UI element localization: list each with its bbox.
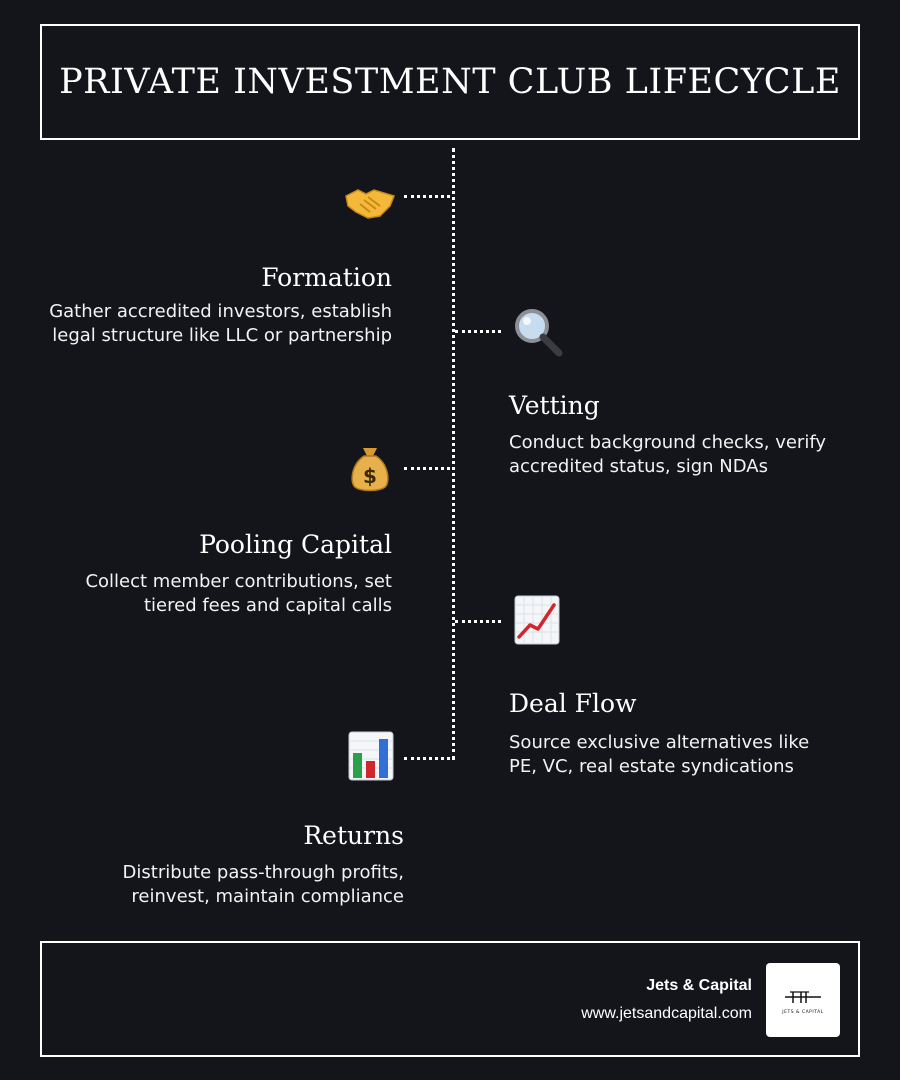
description-line: tiered fees and capital calls — [143, 595, 392, 616]
description-line: accredited status, sign NDAs — [509, 456, 768, 477]
description-line: reinvest, maintain compliance — [131, 886, 404, 907]
step-title-returns: Returns — [303, 821, 404, 850]
bar-chart-icon — [341, 728, 401, 784]
title-banner — [40, 24, 860, 140]
description-line: legal structure like LLC or partnership — [52, 325, 392, 346]
step-description-formation — [49, 300, 392, 348]
step-description-returns — [123, 861, 404, 909]
chart-increasing-icon — [507, 592, 567, 648]
step-title-vetting: Vetting — [509, 391, 600, 420]
page-title: PRIVATE INVESTMENT CLUB LIFECYCLE — [59, 62, 841, 102]
connector-returns — [404, 757, 450, 760]
logo-text: JETS & CAPITAL — [782, 1010, 824, 1015]
footer-website-link[interactable]: www.jetsandcapital.com — [581, 1005, 752, 1022]
money-bag-icon — [340, 441, 400, 497]
magnifying-glass-icon — [508, 304, 568, 360]
footer — [40, 941, 860, 1057]
timeline-spine — [452, 148, 455, 760]
step-description-pooling-capital — [85, 570, 392, 618]
connector-formation — [404, 195, 450, 198]
step-description-vetting — [509, 431, 826, 479]
footer-brand-name: Jets & Capital — [646, 977, 752, 994]
description-line: Source exclusive alternatives like — [509, 732, 810, 753]
brand-logo — [766, 963, 840, 1037]
step-title-pooling-capital: Pooling Capital — [199, 530, 392, 559]
description-line: Collect member contributions, set — [85, 571, 392, 592]
svg-text:$: $ — [363, 464, 377, 488]
connector-vetting — [455, 330, 501, 333]
description-line: Gather accredited investors, establish — [49, 301, 392, 322]
description-line: PE, VC, real estate syndications — [509, 756, 794, 777]
step-title-formation: Formation — [261, 263, 392, 292]
step-title-deal-flow: Deal Flow — [509, 689, 637, 718]
connector-deal-flow — [455, 620, 501, 623]
description-line: Conduct background checks, verify — [509, 432, 827, 453]
connector-pooling-capital — [404, 467, 450, 470]
description-line: Distribute pass-through profits, — [122, 862, 404, 883]
handshake-icon — [340, 174, 400, 230]
step-description-deal-flow — [509, 731, 809, 779]
